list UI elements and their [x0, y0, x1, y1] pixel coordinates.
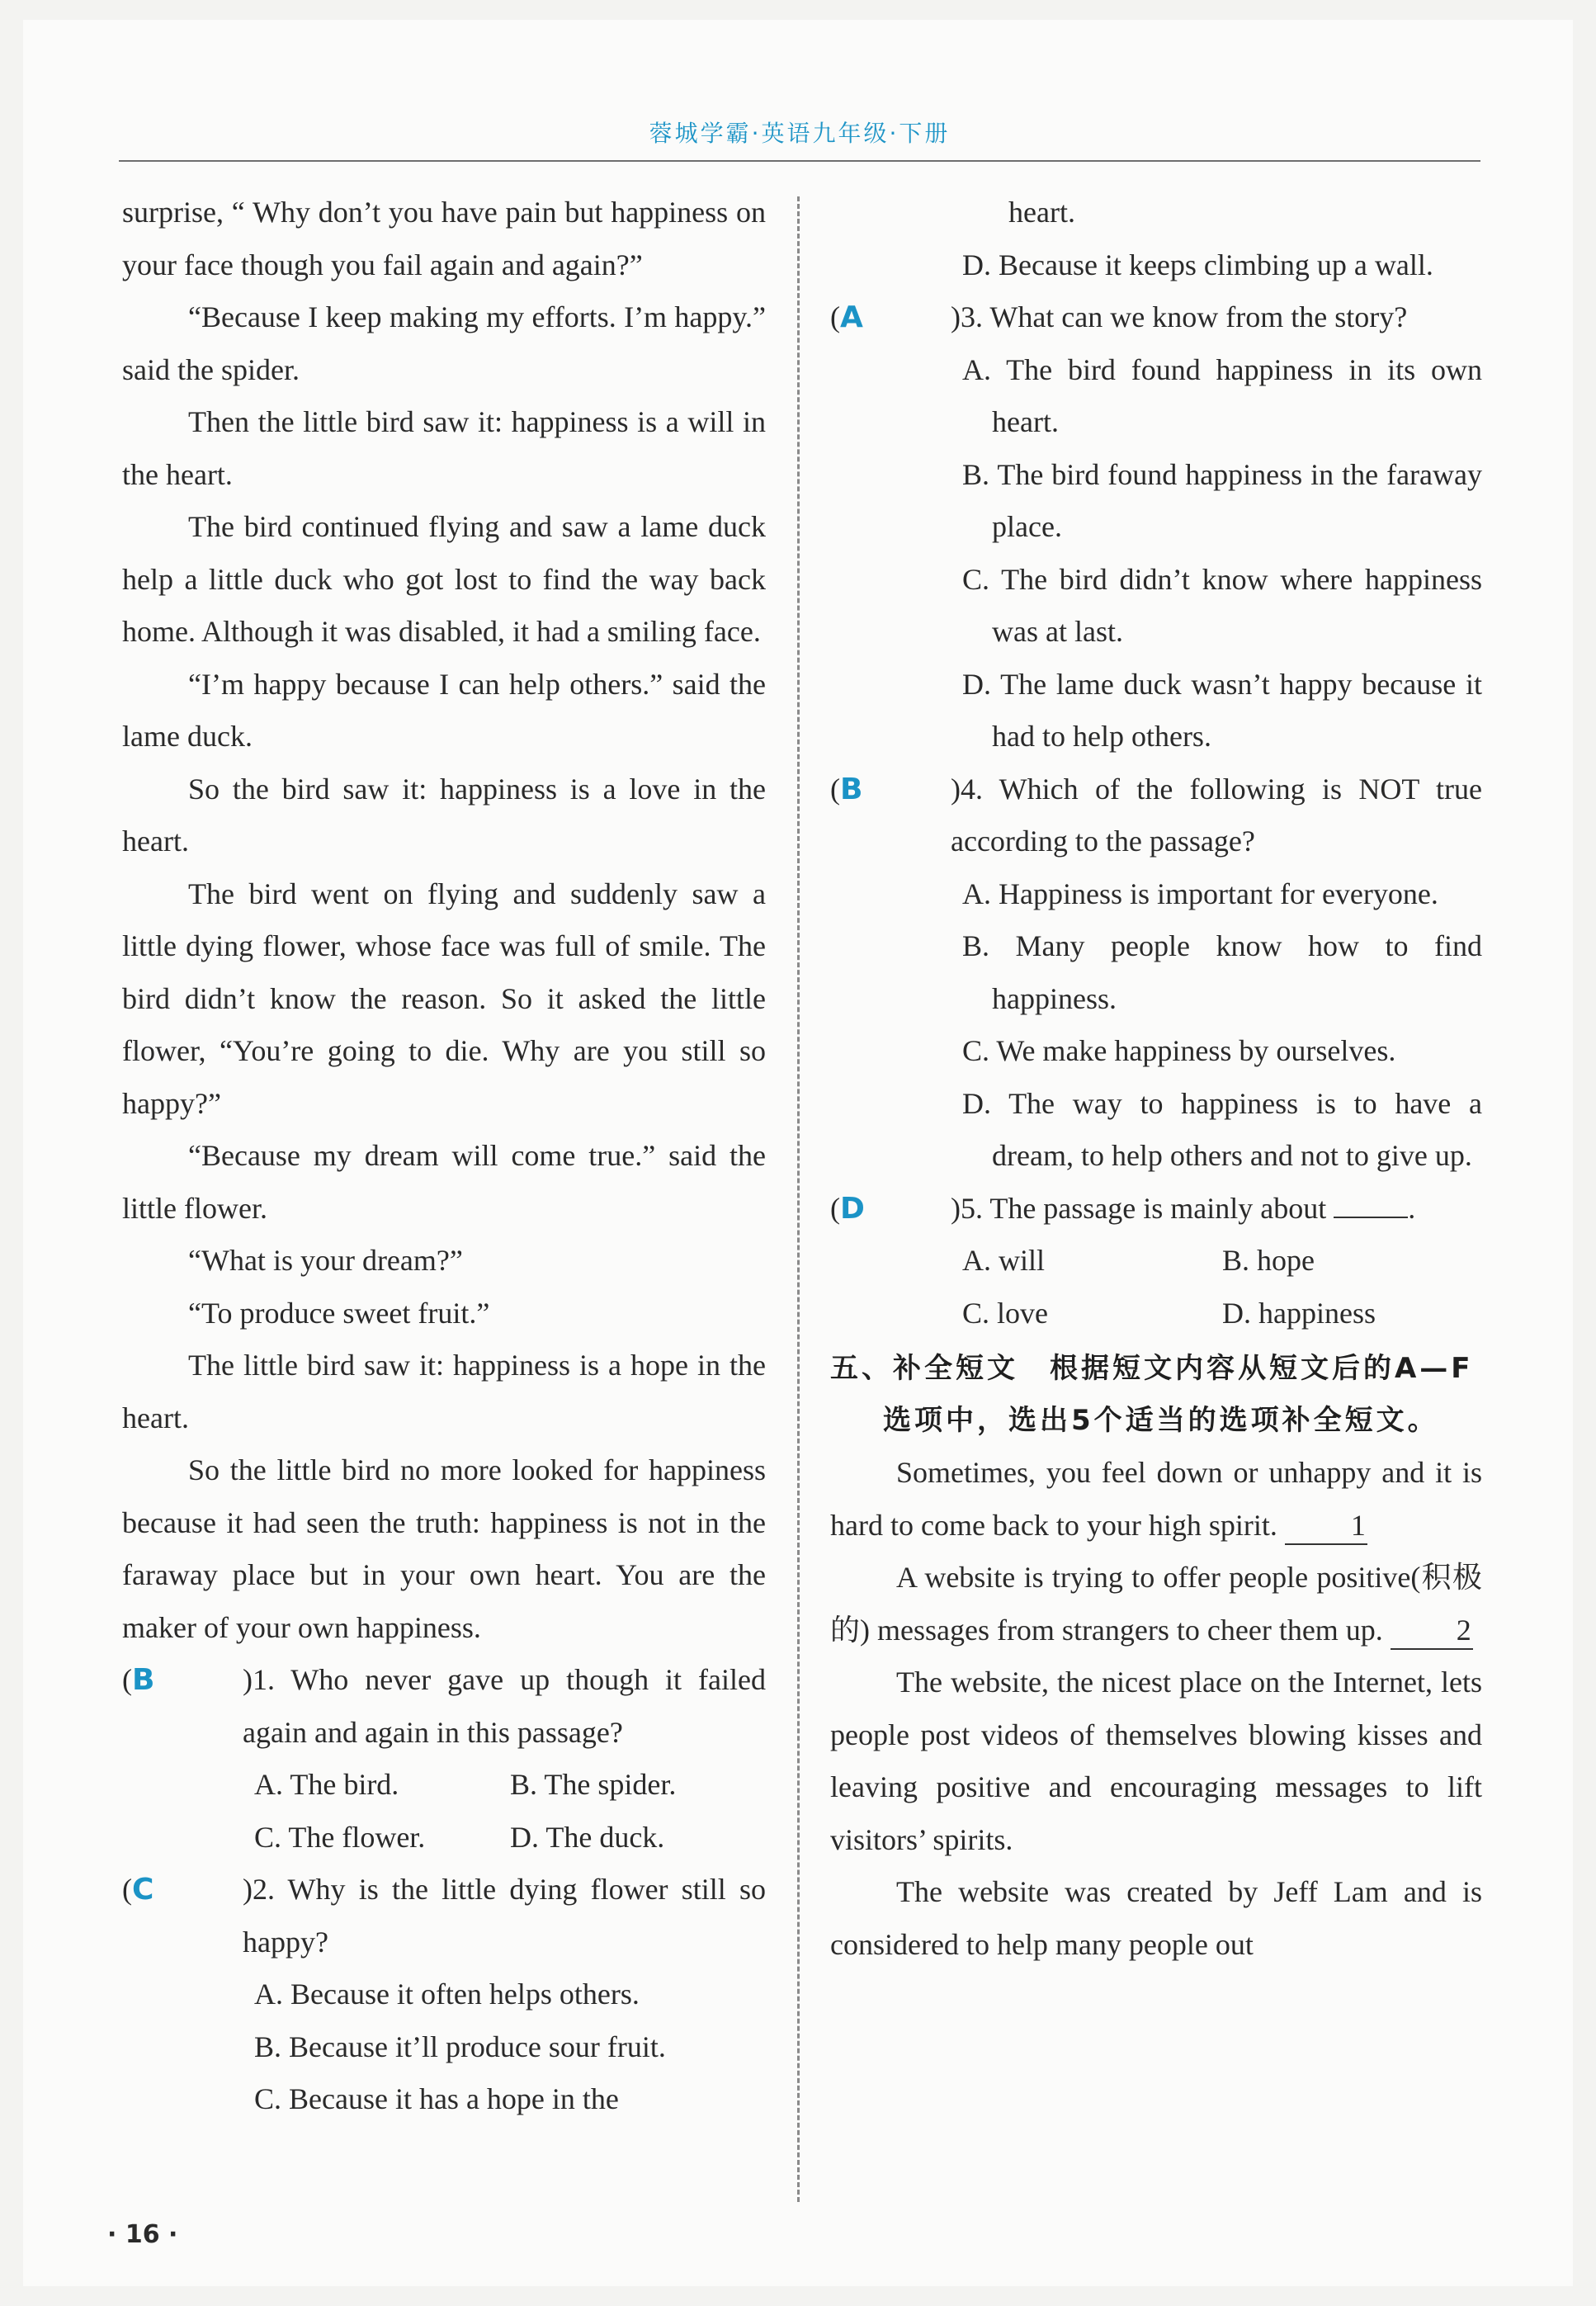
passage-paragraph: “To produce sweet fruit.”	[188, 1296, 490, 1330]
section-title: 五、补全短文 根据短文内容从短文后的A—F选项中，选出5个适当的选项补全短文。	[830, 1352, 1474, 1437]
option: C. love	[962, 1296, 1048, 1330]
option: D. Because it keeps climbing up a wall.	[962, 248, 1433, 281]
question-text: )2. Why is the little dying flower still so happy?	[243, 1873, 766, 1959]
passage-text: A website is trying to offer people positive(积极的) messages from strangers to cheer them up.	[830, 1561, 1482, 1647]
question-1	[122, 1654, 766, 1864]
question-4	[830, 763, 1482, 1183]
passage-paragraph: surprise, “ Why don’t you have pain but happiness on your face though you fail again and again?”	[122, 196, 766, 281]
answer-paren: (A	[830, 291, 954, 344]
passage-paragraph: So the bird saw it: happiness is a love in the heart.	[122, 772, 766, 858]
option: D. The lame duck wasn’t happy because it had to help others.	[962, 667, 1482, 753]
option: B. The spider.	[510, 1768, 677, 1801]
passage-paragraph: The bird went on flying and suddenly saw a little dying flower, whose face was full of smile. The bird didn’t know the reason. So it asked the little flower, “You’re going to die. Why are you still so happy?”	[122, 877, 766, 1120]
page-header: 蓉城学霸·英语九年级·下册	[119, 107, 1480, 162]
question-text: )4. Which of the following is NOT true according to the passage?	[951, 772, 1482, 858]
option: C. The flower.	[254, 1820, 426, 1854]
option: C. The bird didn’t know where happiness was at last.	[962, 562, 1482, 648]
passage-paragraph: The website was created by Jeff Lam and is considered to help many people out	[830, 1875, 1482, 1961]
page-number: · 16 ·	[107, 2220, 178, 2249]
option: D. happiness	[1222, 1296, 1376, 1330]
answer-paren: (D	[830, 1183, 954, 1236]
answer-mark: B	[132, 1663, 155, 1697]
question-text: )5. The passage is mainly about .	[951, 1191, 1416, 1225]
passage-paragraph: The website, the nicest place on the Internet, lets people post videos of themselves blowing kisses and leaving positive and encouraging messages to lift visitors’ spirits.	[830, 1666, 1482, 1856]
question-2-continued	[830, 187, 1482, 291]
option: C. We make happiness by ourselves.	[962, 1034, 1396, 1067]
option-row	[962, 1235, 1482, 1288]
answer-paren: (B	[830, 763, 954, 816]
passage-paragraph: The little bird saw it: happiness is a hope in the heart.	[122, 1349, 766, 1434]
question-text: )3. What can we know from the story?	[951, 300, 1408, 333]
option: B. Many people know how to find happiness.	[962, 929, 1482, 1015]
answer-mark: A	[840, 300, 863, 334]
column-divider	[797, 196, 800, 2202]
question-3	[830, 291, 1482, 763]
option: A. will	[962, 1244, 1046, 1277]
option: D. The way to happiness is to have a dream, to help others and not to give up.	[962, 1086, 1482, 1172]
option: A. Because it often helps others.	[254, 1978, 640, 2011]
blank-1: 1	[1285, 1507, 1367, 1545]
option: A. The bird found happiness in its own heart.	[962, 352, 1482, 438]
answer-mark: B	[840, 772, 863, 806]
question-text: )1. Who never gave up though it failed again and again in this passage?	[243, 1663, 766, 1749]
question-2	[122, 1864, 766, 2126]
option-row	[254, 1812, 766, 1864]
passage-paragraph: “Because I keep making my efforts. I’m happy.” said the spider.	[122, 300, 766, 386]
left-column	[122, 187, 766, 2126]
blank-2: 2	[1391, 1612, 1473, 1650]
option: A. Happiness is important for everyone.	[962, 877, 1438, 910]
passage-paragraph: Then the little bird saw it: happiness is a will in the heart.	[122, 405, 766, 491]
passage-paragraph	[830, 1552, 1482, 1656]
passage-paragraph	[830, 1447, 1482, 1552]
option-continued: heart.	[1008, 196, 1075, 229]
answer-mark: C	[132, 1873, 154, 1907]
question-stem: )5. The passage is mainly about	[951, 1191, 1327, 1225]
passage-text: Sometimes, you feel down or unhappy and it is hard to come back to your high spirit.	[830, 1456, 1482, 1542]
option: D. The duck.	[510, 1820, 665, 1854]
option: C. Because it has a hope in the	[254, 2082, 619, 2115]
passage-paragraph: “Because my dream will come true.” said the little flower.	[122, 1139, 766, 1225]
option-row	[254, 1759, 766, 1812]
passage-paragraph: The bird continued flying and saw a lame duck help a little duck who got lost to find the way back home. Although it was disabled, it had a smiling face.	[122, 510, 766, 648]
passage-paragraph: So the little bird no more looked for happiness because it had seen the truth: happiness is not in the faraway place but in your own heart. You are the maker of your own happiness.	[122, 1453, 766, 1644]
right-column	[830, 187, 1482, 1971]
option-row	[962, 1288, 1482, 1340]
passage-paragraph: “What is your dream?”	[188, 1244, 463, 1277]
answer-blank	[1334, 1192, 1408, 1218]
answer-mark: D	[840, 1191, 865, 1226]
answer-paren: (C	[122, 1864, 246, 1916]
option: B. Because it’ll produce sour fruit.	[254, 2030, 666, 2063]
answer-paren: (B	[122, 1654, 246, 1707]
passage-paragraph: “I’m happy because I can help others.” said the lame duck.	[122, 667, 766, 753]
option: B. hope	[1222, 1244, 1315, 1277]
question-5	[830, 1183, 1482, 1340]
option: A. The bird.	[254, 1768, 399, 1801]
option: B. The bird found happiness in the faraway place.	[962, 457, 1482, 543]
